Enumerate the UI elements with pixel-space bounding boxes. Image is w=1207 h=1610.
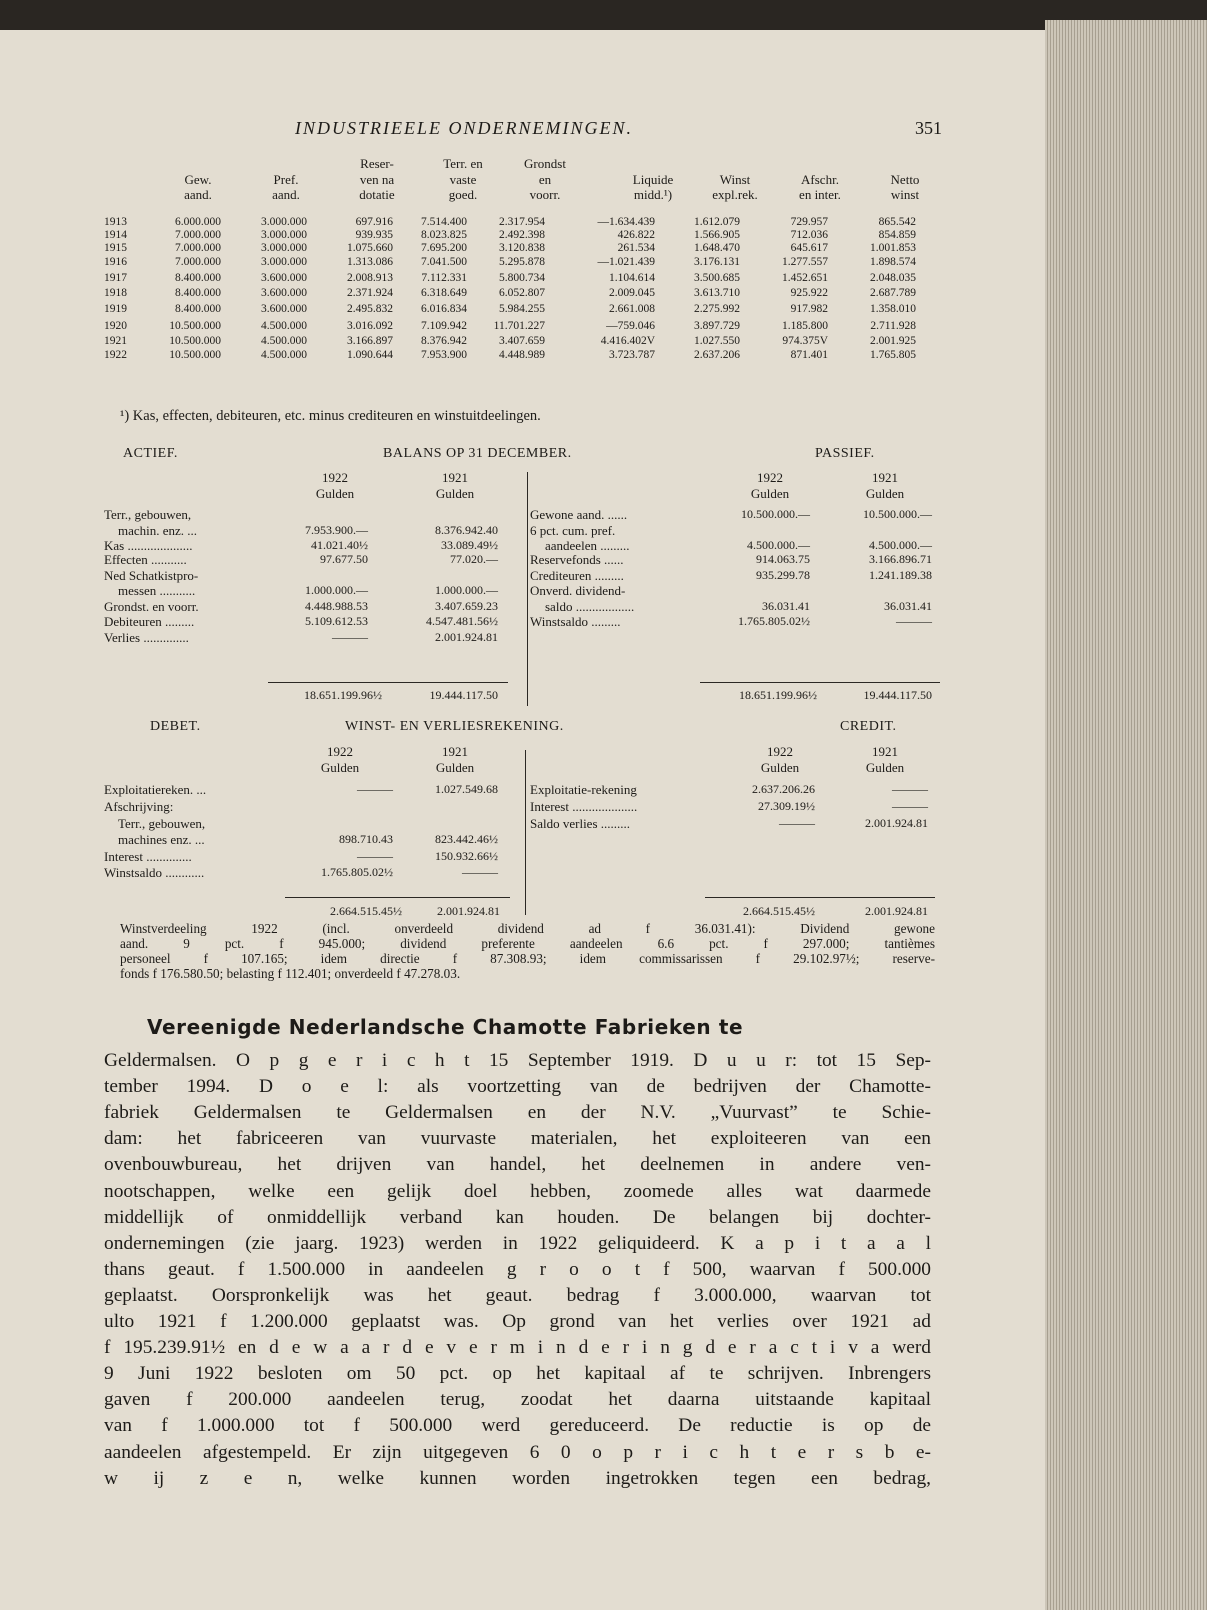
pnl-debit-col-1922 bbox=[295, 744, 385, 776]
value-cell: 3.000.000 bbox=[261, 256, 307, 268]
asset-value-1922: ——— bbox=[332, 630, 368, 644]
value-cell: 939.935 bbox=[355, 229, 393, 241]
asset-value-1921: 3.407.659.23 bbox=[435, 599, 498, 613]
value-cell: 10.500.000 bbox=[169, 349, 221, 361]
company-name-suffix: te bbox=[718, 1015, 744, 1039]
pnl-debit-col-1921 bbox=[410, 744, 500, 776]
page-edges bbox=[1045, 20, 1207, 1610]
yearly-col-header: dotatie bbox=[359, 187, 395, 202]
asset-label: Verlies .............. bbox=[104, 630, 189, 645]
credit-label: Exploitatie-rekening bbox=[530, 782, 637, 797]
value-cell: —1.634.439 bbox=[597, 216, 655, 228]
value-cell: 7.000.000 bbox=[175, 256, 221, 268]
company-name: Vereenigde Nederlandsche Chamotte Fabrieken bbox=[147, 1015, 712, 1039]
yearly-table-row bbox=[0, 272, 1045, 286]
credit-value-1921: ——— bbox=[892, 782, 928, 796]
value-cell: 7.953.900 bbox=[421, 349, 467, 361]
value-cell: —759.046 bbox=[606, 320, 655, 332]
asset-value-1921: 2.001.924.81 bbox=[435, 630, 498, 644]
asset-value-1922: 1.000.000.— bbox=[305, 583, 368, 597]
running-head bbox=[0, 118, 1045, 142]
pnl-debit-total-rule bbox=[285, 897, 510, 898]
asset-value-1922: 5.109.612.53 bbox=[305, 614, 368, 628]
value-cell: 5.984.255 bbox=[499, 303, 545, 315]
balance-liab-total-1921: 19.444.117.50 bbox=[863, 688, 932, 702]
balance-title: BALANS OP 31 DECEMBER. bbox=[383, 446, 572, 461]
body-line: ovenbouwbureau, het drijven van handel, het deelnemen in andere ven- bbox=[104, 1154, 931, 1175]
value-cell: 1.358.010 bbox=[870, 303, 916, 315]
balance-liab-col-1922 bbox=[725, 470, 815, 502]
asset-value-1922: 4.448.988.53 bbox=[305, 599, 368, 613]
body-line: thans geaut. f 1.500.000 in aandeelen g r o o t f 500, waarvan f 500.000 bbox=[104, 1259, 931, 1280]
value-cell: 7.041.500 bbox=[421, 256, 467, 268]
value-cell: 712.036 bbox=[790, 229, 828, 241]
value-cell: 2.637.206 bbox=[694, 349, 740, 361]
balance-left-title: ACTIEF. bbox=[123, 446, 178, 461]
col-year: 1921 bbox=[872, 470, 898, 485]
value-cell: 3.016.092 bbox=[347, 320, 393, 332]
value-cell: 1.090.644 bbox=[347, 349, 393, 361]
year-cell: 1915 bbox=[104, 242, 127, 254]
yearly-col-header: vaste bbox=[449, 172, 477, 187]
value-cell: 3.500.685 bbox=[694, 272, 740, 284]
value-cell: 2.275.992 bbox=[694, 303, 740, 315]
col-year: 1922 bbox=[322, 470, 348, 485]
distribution-line: fonds f 176.580.50; belasting f 112.401; onverdeeld f 47.278.03. bbox=[120, 966, 461, 981]
yearly-col-header: goed. bbox=[448, 187, 478, 202]
value-cell: 426.822 bbox=[617, 229, 655, 241]
body-line: ondernemingen (zie jaarg. 1923) werden in 1922 geliquideerd. K a p i t a a l bbox=[104, 1233, 931, 1254]
liability-value-1921: 4.500.000.— bbox=[869, 538, 932, 552]
credit-value-1922: 27.309.19½ bbox=[758, 799, 815, 813]
value-cell: 3.600.000 bbox=[261, 272, 307, 284]
credit-value-1922: 2.637.206.26 bbox=[752, 782, 815, 796]
yearly-col-header: en bbox=[538, 172, 552, 187]
liability-value-1921: 1.241.189.38 bbox=[869, 568, 932, 582]
value-cell: 11.701.227 bbox=[493, 320, 545, 332]
body-line: 9 Juni 1922 besloten om 50 pct. op het kapitaal af te schrijven. Inbrengers bbox=[104, 1363, 931, 1384]
value-cell: 4.500.000 bbox=[261, 335, 307, 347]
col-year: 1922 bbox=[327, 744, 353, 759]
yearly-table-row bbox=[0, 303, 1045, 317]
value-cell: 7.695.200 bbox=[421, 242, 467, 254]
value-cell: 2.001.925 bbox=[870, 335, 916, 347]
body-line: aandeelen afgestempeld. Er zijn uitgegeven 6 0 o p r i c h t e r s b e- bbox=[104, 1442, 931, 1463]
liability-label: saldo .................. bbox=[545, 599, 635, 614]
debit-label: machines enz. ... bbox=[118, 832, 205, 847]
pnl-divider bbox=[525, 750, 526, 915]
yearly-col-header: Pref. bbox=[273, 172, 299, 187]
year-cell: 1913 bbox=[104, 216, 127, 228]
col-unit: Gulden bbox=[760, 760, 800, 775]
value-cell: 729.957 bbox=[790, 216, 828, 228]
year-cell: 1914 bbox=[104, 229, 127, 241]
yearly-table-row bbox=[0, 335, 1045, 349]
value-cell: 3.166.897 bbox=[347, 335, 393, 347]
balance-right-title: PASSIEF. bbox=[815, 446, 875, 461]
distribution-line: personeel f 107.165; idem directie f 87.308.93; idem commissarissen f 29.102.97½; reserve- bbox=[120, 951, 935, 966]
year-cell: 1916 bbox=[104, 256, 127, 268]
yearly-col-header: Reser- bbox=[360, 156, 394, 171]
yearly-col-header: aand. bbox=[272, 187, 300, 202]
pnl-right-title: CREDIT. bbox=[840, 719, 897, 734]
yearly-col-header: Grondst bbox=[524, 156, 566, 171]
value-cell: 1.104.614 bbox=[609, 272, 655, 284]
year-cell: 1917 bbox=[104, 272, 127, 284]
yearly-table-row bbox=[0, 287, 1045, 301]
value-cell: 1.648.470 bbox=[694, 242, 740, 254]
col-year: 1922 bbox=[767, 744, 793, 759]
col-unit: Gulden bbox=[865, 486, 905, 501]
balance-liab-total-rule bbox=[700, 682, 940, 683]
yearly-col-header: Afschr. bbox=[801, 172, 839, 187]
balance-liab-col-1921 bbox=[840, 470, 930, 502]
balance-liab-total-1922: 18.651.199.96½ bbox=[739, 688, 817, 702]
balance-assets-total-1921: 19.444.117.50 bbox=[429, 688, 498, 702]
liability-value-1921: ——— bbox=[896, 614, 932, 628]
yearly-col-header: Terr. en bbox=[443, 156, 483, 171]
value-cell: 261.534 bbox=[617, 242, 655, 254]
col-unit: Gulden bbox=[320, 760, 360, 775]
value-cell: 917.982 bbox=[790, 303, 828, 315]
value-cell: 4.416.402V bbox=[600, 335, 655, 347]
pnl-credit-total-1922: 2.664.515.45½ bbox=[743, 904, 815, 918]
asset-value-1921: 77.020.— bbox=[450, 552, 498, 566]
value-cell: 1.898.574 bbox=[870, 256, 916, 268]
col-unit: Gulden bbox=[750, 486, 790, 501]
yearly-col-header: Liquide bbox=[632, 172, 674, 187]
value-cell: 6.318.649 bbox=[421, 287, 467, 299]
debit-value-1921: 1.027.549.68 bbox=[435, 782, 498, 796]
pnl-debit-total-1921: 2.001.924.81 bbox=[437, 904, 500, 918]
page-number: 351 bbox=[915, 118, 942, 138]
debit-label: Terr., gebouwen, bbox=[118, 816, 206, 831]
yearly-col-header: en inter. bbox=[799, 187, 841, 202]
debit-value-1921: 150.932.66½ bbox=[435, 849, 498, 863]
value-cell: 1.765.805 bbox=[870, 349, 916, 361]
value-cell: 2.492.398 bbox=[499, 229, 545, 241]
debit-value-1922: ——— bbox=[357, 849, 393, 863]
value-cell: 4.500.000 bbox=[261, 320, 307, 332]
year-cell: 1918 bbox=[104, 287, 127, 299]
yearly-table-row bbox=[0, 242, 1045, 256]
body-line: nootschappen, welke een gelijk doel hebben, zoomede alles wat daarmede bbox=[104, 1181, 931, 1202]
liability-value-1922: 1.765.805.02½ bbox=[738, 614, 810, 628]
value-cell: 7.514.400 bbox=[421, 216, 467, 228]
credit-value-1922: ——— bbox=[779, 816, 815, 830]
value-cell: 871.401 bbox=[790, 349, 828, 361]
debit-value-1922: ——— bbox=[357, 782, 393, 796]
asset-value-1921: 1.000.000.— bbox=[435, 583, 498, 597]
value-cell: 865.542 bbox=[878, 216, 916, 228]
debit-value-1922: 1.765.805.02½ bbox=[321, 865, 393, 879]
col-unit: Gulden bbox=[435, 760, 475, 775]
body-line: gaven f 200.000 aandeelen terug, zoodat het daarna uitstaande kapitaal bbox=[104, 1389, 931, 1410]
value-cell: 1.452.651 bbox=[782, 272, 828, 284]
liability-value-1921: 3.166.896.71 bbox=[869, 552, 932, 566]
pnl-credit-col-1922 bbox=[735, 744, 825, 776]
pnl-debit-total-1922: 2.664.515.45½ bbox=[330, 904, 402, 918]
year-cell: 1921 bbox=[104, 335, 127, 347]
yearly-table-row bbox=[0, 229, 1045, 243]
body-line: ulto 1921 f 1.200.000 geplaatst was. Op grond van het verlies over 1921 ad bbox=[104, 1311, 931, 1332]
liability-label: Onverd. dividend- bbox=[530, 583, 626, 598]
yearly-table-row bbox=[0, 256, 1045, 270]
asset-value-1921: 4.547.481.56½ bbox=[426, 614, 498, 628]
value-cell: 8.400.000 bbox=[175, 303, 221, 315]
value-cell: 7.000.000 bbox=[175, 242, 221, 254]
debit-value-1922: 898.710.43 bbox=[339, 832, 393, 846]
body-line: middellijk of onmiddellijk verband kan houden. De belangen bij dochter- bbox=[104, 1207, 931, 1228]
liability-label: Gewone aand. ...... bbox=[530, 507, 628, 522]
value-cell: 2.661.008 bbox=[609, 303, 655, 315]
year-cell: 1919 bbox=[104, 303, 127, 315]
value-cell: 3.407.659 bbox=[499, 335, 545, 347]
col-unit: Gulden bbox=[315, 486, 355, 501]
col-year: 1921 bbox=[442, 470, 468, 485]
credit-label: Saldo verlies ......... bbox=[530, 816, 631, 831]
debit-value-1921: ——— bbox=[462, 865, 498, 879]
body-line: Geldermalsen. O p g e r i c h t 15 September 1919. D u u r: tot 15 Sep- bbox=[104, 1050, 931, 1071]
body-line: w ij z e n, welke kunnen worden ingetrokken tegen een bedrag, bbox=[104, 1468, 931, 1489]
yearly-col-header: voorr. bbox=[529, 187, 561, 202]
value-cell: 3.000.000 bbox=[261, 229, 307, 241]
body-line: van f 1.000.000 tot f 500.000 werd gereduceerd. De reductie is op de bbox=[104, 1415, 931, 1436]
value-cell: 3.176.131 bbox=[694, 256, 740, 268]
value-cell: 3.613.710 bbox=[694, 287, 740, 299]
asset-value-1921: 8.376.942.40 bbox=[435, 523, 498, 537]
liability-label: Crediteuren ......... bbox=[530, 568, 624, 583]
col-year: 1921 bbox=[442, 744, 468, 759]
value-cell: 1.075.660 bbox=[347, 242, 393, 254]
pnl-credit-total-rule bbox=[705, 897, 935, 898]
balance-asset-col-1921 bbox=[410, 470, 500, 502]
value-cell: 8.400.000 bbox=[175, 287, 221, 299]
col-unit: Gulden bbox=[865, 760, 905, 775]
debit-label: Afschrijving: bbox=[104, 799, 174, 814]
value-cell: 4.500.000 bbox=[261, 349, 307, 361]
asset-label: Effecten ........... bbox=[104, 552, 187, 567]
liability-label: Reservefonds ...... bbox=[530, 552, 624, 567]
value-cell: 2.711.928 bbox=[870, 320, 916, 332]
value-cell: 697.916 bbox=[355, 216, 393, 228]
value-cell: 1.612.079 bbox=[694, 216, 740, 228]
pnl-credit-col-1921 bbox=[840, 744, 930, 776]
balance-divider bbox=[527, 472, 528, 706]
year-cell: 1922 bbox=[104, 349, 127, 361]
value-cell: 4.448.989 bbox=[499, 349, 545, 361]
balance-asset-col-1922 bbox=[290, 470, 380, 502]
col-unit: Gulden bbox=[435, 486, 475, 501]
running-head-title: INDUSTRIEELE ONDERNEMINGEN. bbox=[295, 118, 633, 138]
value-cell: 6.052.807 bbox=[499, 287, 545, 299]
liability-value-1922: 935.299.78 bbox=[756, 568, 810, 582]
value-cell: 925.922 bbox=[790, 287, 828, 299]
body-line: fabriek Geldermalsen te Geldermalsen en der N.V. „Vuurvast” te Schie- bbox=[104, 1102, 931, 1123]
liability-value-1922: 10.500.000.— bbox=[741, 507, 810, 521]
yearly-col-header: midd.¹) bbox=[633, 187, 673, 202]
yearly-col-header: Winst bbox=[719, 172, 751, 187]
yearly-col-header: expl.rek. bbox=[712, 187, 758, 202]
value-cell: 1.027.550 bbox=[694, 335, 740, 347]
debit-label: Interest .............. bbox=[104, 849, 192, 864]
asset-label: machin. enz. ... bbox=[118, 523, 198, 538]
asset-value-1922: 97.677.50 bbox=[320, 552, 368, 566]
credit-value-1921: 2.001.924.81 bbox=[865, 816, 928, 830]
asset-label: messen ........... bbox=[118, 583, 196, 598]
value-cell: 2.317.954 bbox=[499, 216, 545, 228]
value-cell: 3.600.000 bbox=[261, 303, 307, 315]
value-cell: 974.375V bbox=[782, 335, 828, 347]
liability-label: 6 pct. cum. pref. bbox=[530, 523, 616, 538]
value-cell: 3.000.000 bbox=[261, 242, 307, 254]
liability-label: aandeelen ......... bbox=[545, 538, 630, 553]
value-cell: 7.112.331 bbox=[421, 272, 467, 284]
value-cell: 1.185.800 bbox=[782, 320, 828, 332]
liability-value-1922: 4.500.000.— bbox=[747, 538, 810, 552]
yearly-col-header: Netto bbox=[890, 172, 920, 187]
yearly-table-row bbox=[0, 349, 1045, 363]
value-cell: 5.295.878 bbox=[499, 256, 545, 268]
company-heading bbox=[147, 1015, 743, 1039]
body-line: f 195.239.91½ en d e w a a r d e v e r m i n d e r i n g d e r a c t i v a werd bbox=[104, 1337, 931, 1358]
value-cell: 7.000.000 bbox=[175, 229, 221, 241]
value-cell: 5.800.734 bbox=[499, 272, 545, 284]
value-cell: —1.021.439 bbox=[597, 256, 655, 268]
value-cell: 6.000.000 bbox=[175, 216, 221, 228]
value-cell: 645.617 bbox=[790, 242, 828, 254]
value-cell: 854.859 bbox=[878, 229, 916, 241]
balance-assets-total-rule bbox=[268, 682, 508, 683]
body-line: geplaatst. Oorspronkelijk was het geaut. bedrag f 3.000.000, waarvan tot bbox=[104, 1285, 931, 1306]
debit-label: Exploitatiereken. ... bbox=[104, 782, 207, 797]
table-footnote: ¹) Kas, effecten, debiteuren, etc. minus crediteuren en winstuitdeelingen. bbox=[120, 408, 541, 424]
body-line: dam: het fabriceeren van vuurvaste materialen, het exploiteeren van een bbox=[104, 1128, 931, 1149]
balance-assets-total-1922: 18.651.199.96½ bbox=[304, 688, 382, 702]
value-cell: 3.120.838 bbox=[499, 242, 545, 254]
liability-label: Winstsaldo ......... bbox=[530, 614, 621, 629]
value-cell: 8.376.942 bbox=[421, 335, 467, 347]
value-cell: 8.023.825 bbox=[421, 229, 467, 241]
value-cell: 8.400.000 bbox=[175, 272, 221, 284]
yearly-col-header: ven na bbox=[359, 172, 395, 187]
distribution-line: aand. 9 pct. f 945.000; dividend preferente aandeelen 6.6 pct. f 297.000; tantièmes bbox=[120, 936, 935, 951]
value-cell: 1.277.557 bbox=[782, 256, 828, 268]
year-cell: 1920 bbox=[104, 320, 127, 332]
value-cell: 2.687.789 bbox=[870, 287, 916, 299]
liability-value-1922: 36.031.41 bbox=[762, 599, 810, 613]
value-cell: 1.566.905 bbox=[694, 229, 740, 241]
value-cell: 3.897.729 bbox=[694, 320, 740, 332]
credit-value-1921: ——— bbox=[892, 799, 928, 813]
asset-label: Debiteuren ......... bbox=[104, 614, 195, 629]
liability-value-1922: 914.063.75 bbox=[756, 552, 810, 566]
pnl-credit-total-1921: 2.001.924.81 bbox=[865, 904, 928, 918]
col-year: 1921 bbox=[872, 744, 898, 759]
yearly-table-row bbox=[0, 320, 1045, 334]
value-cell: 1.001.853 bbox=[870, 242, 916, 254]
value-cell: 2.495.832 bbox=[347, 303, 393, 315]
value-cell: 3.000.000 bbox=[261, 216, 307, 228]
body-line: tember 1994. D o e l: als voortzetting van de bedrijven der Chamotte- bbox=[104, 1076, 931, 1097]
value-cell: 10.500.000 bbox=[169, 320, 221, 332]
value-cell: 10.500.000 bbox=[169, 335, 221, 347]
value-cell: 2.048.035 bbox=[870, 272, 916, 284]
yearly-table-row bbox=[0, 216, 1045, 230]
asset-label: Ned Schatkistpro- bbox=[104, 568, 199, 583]
asset-value-1922: 7.953.900.— bbox=[305, 523, 368, 537]
asset-label: Grondst. en voorr. bbox=[104, 599, 199, 614]
value-cell: 2.009.045 bbox=[609, 287, 655, 299]
value-cell: 1.313.086 bbox=[347, 256, 393, 268]
asset-label: Terr., gebouwen, bbox=[104, 507, 192, 522]
value-cell: 7.109.942 bbox=[421, 320, 467, 332]
value-cell: 3.600.000 bbox=[261, 287, 307, 299]
value-cell: 2.008.913 bbox=[347, 272, 393, 284]
yearly-col-header: aand. bbox=[184, 187, 212, 202]
value-cell: 2.371.924 bbox=[347, 287, 393, 299]
debit-label: Winstsaldo ............ bbox=[104, 865, 205, 880]
asset-value-1921: 33.089.49½ bbox=[441, 538, 498, 552]
liability-value-1921: 36.031.41 bbox=[884, 599, 932, 613]
yearly-col-header: winst bbox=[890, 187, 920, 202]
credit-label: Interest .................... bbox=[530, 799, 638, 814]
asset-label: Kas .................... bbox=[104, 538, 193, 553]
value-cell: 6.016.834 bbox=[421, 303, 467, 315]
asset-value-1922: 41.021.40½ bbox=[311, 538, 368, 552]
debit-value-1921: 823.442.46½ bbox=[435, 832, 498, 846]
pnl-left-title: DEBET. bbox=[150, 719, 201, 734]
liability-value-1921: 10.500.000.— bbox=[863, 507, 932, 521]
value-cell: 3.723.787 bbox=[609, 349, 655, 361]
pnl-title: WINST- EN VERLIESREKENING. bbox=[345, 719, 564, 734]
col-year: 1922 bbox=[757, 470, 783, 485]
distribution-line: Winstverdeeling 1922 (incl. onverdeeld dividend ad f 36.031.41): Dividend gewone bbox=[120, 921, 935, 936]
yearly-col-header: Gew. bbox=[184, 172, 212, 187]
